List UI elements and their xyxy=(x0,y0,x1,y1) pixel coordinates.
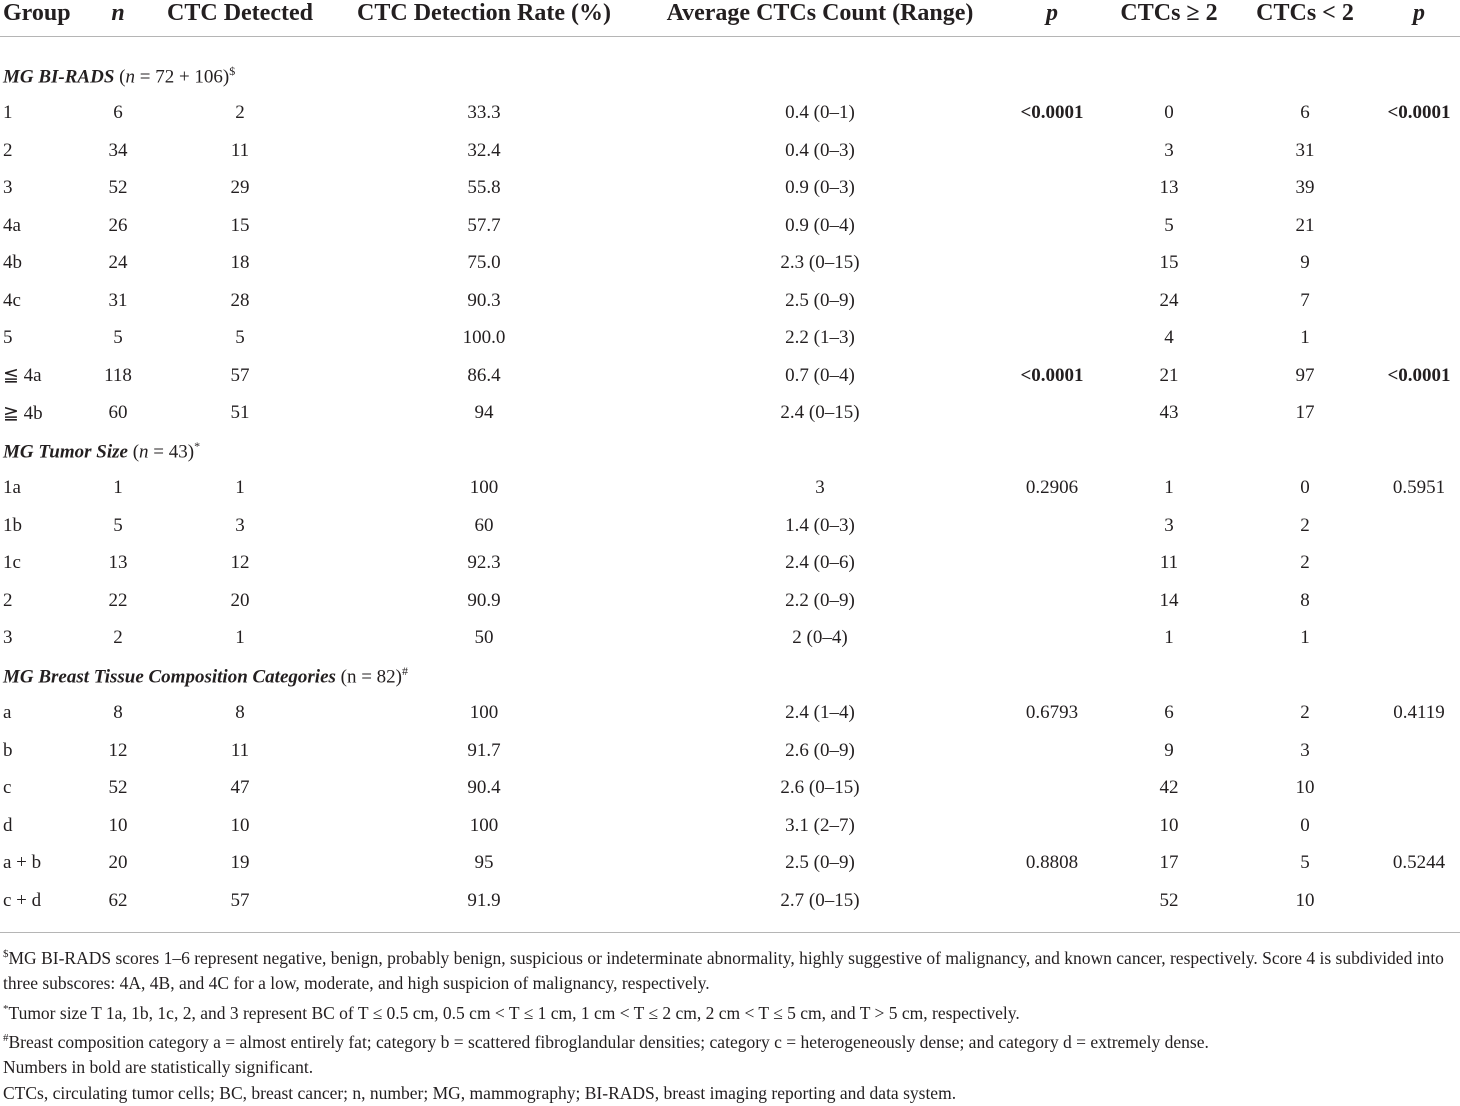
cell-p-value xyxy=(998,507,1106,545)
cell-ctcs-ge-2: 15 xyxy=(1159,252,1179,274)
cell-average-count: 2.5 (0–9) xyxy=(785,289,855,311)
table-row xyxy=(0,732,1460,770)
section-footnote-marker: * xyxy=(194,438,201,453)
cell-ctcs-lt-2: 1 xyxy=(1300,627,1310,649)
cell-detection-rate: 95 xyxy=(474,852,494,874)
cell-p-value xyxy=(998,620,1106,658)
cell-group: c + d xyxy=(3,889,42,911)
cell-p-value: <0.0001 xyxy=(1020,102,1084,124)
table-row xyxy=(0,395,1460,433)
cell-detection-rate: 75.0 xyxy=(467,252,501,274)
section-n-prefix: ( xyxy=(114,65,126,87)
cell-average-count: 2.4 (1–4) xyxy=(785,702,855,724)
cell-group: a xyxy=(3,702,12,724)
cell-ctcs-ge-2: 0 xyxy=(1164,102,1174,124)
header-p-value-2: p xyxy=(1378,0,1460,37)
cell-p-value-2 xyxy=(1378,245,1460,283)
table-row xyxy=(0,545,1460,583)
table-row xyxy=(0,95,1460,133)
table-bottom-rule xyxy=(0,932,1460,933)
cell-ctc-detected: 20 xyxy=(230,589,250,611)
cell-n: 13 xyxy=(108,552,128,574)
cell-group: ≧ 4b xyxy=(3,402,43,424)
cell-ctcs-ge-2: 17 xyxy=(1159,852,1179,874)
cell-group: 1b xyxy=(3,514,22,536)
cell-p-value xyxy=(998,320,1106,358)
cell-ctcs-lt-2: 9 xyxy=(1300,252,1310,274)
section-n-value: n = 82) xyxy=(346,665,403,687)
cell-n: 118 xyxy=(104,364,132,386)
cell-average-count: 0.7 (0–4) xyxy=(785,364,855,386)
cell-ctcs-lt-2: 6 xyxy=(1300,102,1310,124)
cell-p-value: 0.2906 xyxy=(1025,477,1079,499)
cell-ctcs-ge-2: 13 xyxy=(1159,177,1179,199)
cell-p-value xyxy=(998,732,1106,770)
cell-p-value-2 xyxy=(1378,132,1460,170)
cell-ctcs-lt-2: 21 xyxy=(1295,214,1315,236)
cell-p-value xyxy=(998,170,1106,208)
cell-average-count: 2.6 (0–9) xyxy=(785,739,855,761)
cell-ctcs-ge-2: 10 xyxy=(1159,814,1179,836)
cell-ctc-detected: 11 xyxy=(230,139,250,161)
cell-average-count: 3 xyxy=(815,477,825,499)
cell-ctcs-lt-2: 17 xyxy=(1295,402,1315,424)
cell-p-value-2 xyxy=(1378,807,1460,845)
cell-ctcs-ge-2: 6 xyxy=(1164,702,1174,724)
section-header-row xyxy=(0,57,1460,95)
cell-ctc-detected: 51 xyxy=(230,402,250,424)
section-n-prefix: ( xyxy=(127,440,140,462)
table-row xyxy=(0,620,1460,658)
cell-ctc-detected: 11 xyxy=(230,739,250,761)
section-header-row xyxy=(0,432,1460,470)
table-row xyxy=(0,470,1460,508)
section-title xyxy=(0,657,1460,695)
cell-ctc-detected: 47 xyxy=(230,777,250,799)
cell-n: 31 xyxy=(108,289,128,311)
cell-n: 20 xyxy=(108,852,128,874)
cell-group: ≦ 4a xyxy=(3,365,42,387)
cell-ctcs-ge-2: 24 xyxy=(1159,289,1179,311)
cell-average-count: 2 (0–4) xyxy=(792,627,848,649)
cell-ctc-detected: 8 xyxy=(235,702,245,724)
cell-n: 60 xyxy=(108,402,128,424)
table-row xyxy=(0,582,1460,620)
cell-average-count: 2.6 (0–15) xyxy=(780,777,860,799)
cell-ctcs-ge-2: 9 xyxy=(1164,739,1174,761)
cell-p-value xyxy=(998,282,1106,320)
cell-p-value-2: 0.5951 xyxy=(1392,477,1446,499)
cell-group: a + b xyxy=(3,852,42,874)
cell-detection-rate: 55.8 xyxy=(467,177,501,199)
cell-p-value xyxy=(998,395,1106,433)
table-row xyxy=(0,845,1460,883)
cell-detection-rate: 86.4 xyxy=(467,364,501,386)
cell-n: 52 xyxy=(108,777,128,799)
cell-group: 1c xyxy=(3,552,21,574)
table-row xyxy=(0,245,1460,283)
cell-average-count: 0.9 (0–4) xyxy=(785,214,855,236)
footnote-abbreviations: CTCs, circulating tumor cells; BC, breast cancer; n, number; MG, mammography; BI-RADS, breast imaging reporting and data system. xyxy=(3,1082,957,1103)
table-row xyxy=(0,695,1460,733)
cell-n: 62 xyxy=(108,889,128,911)
cell-ctcs-lt-2: 97 xyxy=(1295,364,1315,386)
cell-n: 8 xyxy=(113,702,123,724)
header-p-value: p xyxy=(998,0,1106,37)
cell-detection-rate: 100.0 xyxy=(462,327,506,349)
table-row xyxy=(0,882,1460,920)
cell-group: 4a xyxy=(3,214,21,236)
footnote-birads: $MG BI-RADS scores 1–6 represent negative, benign, probably benign, suspicious or indeterminate abnormality, highly suggestive of malignancy, and known cancer, respectively. Score 4 is subdivided into three subscores: 4A, 4B, and 4C for a low, moderate, and high suspicion of malignancy, respectively. xyxy=(3,947,1444,994)
cell-p-value-2 xyxy=(1378,770,1460,808)
cell-n: 6 xyxy=(113,102,123,124)
cell-p-value xyxy=(998,807,1106,845)
cell-n: 26 xyxy=(108,214,128,236)
cell-n: 12 xyxy=(108,739,128,761)
section-n-symbol: n xyxy=(139,440,149,462)
header-detection-rate: CTC Detection Rate (%) xyxy=(326,0,642,37)
cell-n: 24 xyxy=(108,252,128,274)
header-ctc-detected: CTC Detected xyxy=(154,0,326,37)
cell-ctcs-lt-2: 5 xyxy=(1300,852,1310,874)
cell-average-count: 1.4 (0–3) xyxy=(785,514,855,536)
table-row xyxy=(0,282,1460,320)
cell-ctc-detected: 5 xyxy=(235,327,245,349)
cell-ctc-detected: 1 xyxy=(235,477,245,499)
cell-average-count: 0.4 (0–1) xyxy=(785,102,855,124)
cell-p-value-2: <0.0001 xyxy=(1387,102,1451,124)
cell-detection-rate: 91.7 xyxy=(467,739,501,761)
cell-ctc-detected: 15 xyxy=(230,214,250,236)
cell-ctcs-ge-2: 5 xyxy=(1164,214,1174,236)
cell-ctc-detected: 57 xyxy=(230,889,250,911)
cell-ctcs-ge-2: 4 xyxy=(1164,327,1174,349)
cell-n: 52 xyxy=(108,177,128,199)
cell-p-value-2 xyxy=(1378,207,1460,245)
footnote-composition: #Breast composition category a = almost entirely fat; category b = scattered fibroglandular densities; category c = heterogeneously dense; and category d = extremely dense. xyxy=(3,1031,1209,1052)
cell-ctc-detected: 57 xyxy=(230,364,250,386)
cell-detection-rate: 32.4 xyxy=(467,139,501,161)
cell-ctcs-ge-2: 42 xyxy=(1159,777,1179,799)
cell-average-count: 2.7 (0–15) xyxy=(780,889,860,911)
cell-n: 22 xyxy=(108,589,128,611)
cell-detection-rate: 90.4 xyxy=(467,777,501,799)
cell-ctcs-lt-2: 1 xyxy=(1300,327,1310,349)
cell-n: 5 xyxy=(113,514,123,536)
section-n-prefix: ( xyxy=(335,665,347,687)
cell-average-count: 2.4 (0–15) xyxy=(780,402,860,424)
cell-ctcs-ge-2: 3 xyxy=(1164,514,1174,536)
cell-p-value xyxy=(998,882,1106,920)
cell-ctcs-lt-2: 0 xyxy=(1300,814,1310,836)
section-footnote-marker: # xyxy=(402,663,409,678)
footnote-tumor-size: *Tumor size T 1a, 1b, 1c, 2, and 3 represent BC of T ≤ 0.5 cm, 0.5 cm < T ≤ 1 cm, 1 cm < T ≤ 2 cm, 2 cm < T ≤ 5 cm, and T > 5 cm, respectively. xyxy=(3,1002,1020,1023)
table-row xyxy=(0,207,1460,245)
cell-p-value xyxy=(998,132,1106,170)
cell-p-value-2: 0.5244 xyxy=(1392,852,1446,874)
section-title xyxy=(0,57,1460,95)
table-header xyxy=(0,0,1460,37)
cell-n: 10 xyxy=(108,814,128,836)
cell-ctcs-ge-2: 3 xyxy=(1164,139,1174,161)
cell-p-value-2 xyxy=(1378,395,1460,433)
cell-group: 3 xyxy=(3,177,13,199)
cell-detection-rate: 90.9 xyxy=(467,589,501,611)
cell-ctcs-lt-2: 8 xyxy=(1300,589,1310,611)
cell-detection-rate: 91.9 xyxy=(467,889,501,911)
section-title-text: MG Tumor Size xyxy=(3,440,128,462)
cell-average-count: 0.4 (0–3) xyxy=(785,139,855,161)
cell-group: 4b xyxy=(3,252,22,274)
section-n-value: = 43) xyxy=(148,440,195,462)
cell-detection-rate: 57.7 xyxy=(467,214,501,236)
cell-p-value: <0.0001 xyxy=(1020,364,1084,386)
cell-p-value-2 xyxy=(1378,282,1460,320)
cell-p-value-2 xyxy=(1378,507,1460,545)
cell-ctc-detected: 2 xyxy=(235,102,245,124)
cell-ctcs-lt-2: 2 xyxy=(1300,552,1310,574)
table-row xyxy=(0,770,1460,808)
table-row xyxy=(0,132,1460,170)
cell-average-count: 2.3 (0–15) xyxy=(780,252,860,274)
table-row xyxy=(0,507,1460,545)
cell-p-value xyxy=(998,582,1106,620)
cell-p-value xyxy=(998,545,1106,583)
cell-average-count: 2.5 (0–9) xyxy=(785,852,855,874)
cell-detection-rate: 50 xyxy=(474,627,494,649)
cell-group: 1a xyxy=(3,477,21,499)
cell-n: 5 xyxy=(113,327,123,349)
cell-p-value-2: 0.4119 xyxy=(1393,702,1445,724)
section-footnote-marker: $ xyxy=(229,63,236,78)
cell-ctcs-lt-2: 0 xyxy=(1300,477,1310,499)
cell-ctcs-lt-2: 31 xyxy=(1295,139,1315,161)
section-n-value: = 72 + 106) xyxy=(134,65,230,87)
cell-ctcs-ge-2: 11 xyxy=(1159,552,1179,574)
cell-n: 1 xyxy=(113,477,123,499)
table-row xyxy=(0,170,1460,208)
cell-p-value-2: <0.0001 xyxy=(1387,364,1451,386)
cell-group: 4c xyxy=(3,289,21,311)
cell-ctcs-lt-2: 39 xyxy=(1295,177,1315,199)
header-n: n xyxy=(82,0,154,37)
cell-p-value-2 xyxy=(1378,882,1460,920)
cell-detection-rate: 90.3 xyxy=(467,289,501,311)
cell-n: 2 xyxy=(113,627,123,649)
table-row xyxy=(0,807,1460,845)
cell-ctc-detected: 1 xyxy=(235,627,245,649)
cell-group: c xyxy=(3,777,12,799)
cell-ctcs-ge-2: 43 xyxy=(1159,402,1179,424)
cell-p-value-2 xyxy=(1378,320,1460,358)
section-title-text: MG BI-RADS xyxy=(3,65,115,87)
cell-group: 2 xyxy=(3,139,13,161)
cell-ctc-detected: 10 xyxy=(230,814,250,836)
cell-p-value xyxy=(998,245,1106,283)
cell-p-value xyxy=(998,770,1106,808)
cell-ctcs-lt-2: 10 xyxy=(1295,777,1315,799)
header-ctcs-lt-2: CTCs < 2 xyxy=(1232,0,1378,37)
cell-p-value-2 xyxy=(1378,620,1460,658)
cell-p-value: 0.6793 xyxy=(1025,702,1079,724)
cell-group: 2 xyxy=(3,589,13,611)
header-average-count: Average CTCs Count (Range) xyxy=(642,0,998,37)
cell-detection-rate: 100 xyxy=(469,702,499,724)
cell-n: 34 xyxy=(108,139,128,161)
table-footnotes xyxy=(3,942,1458,1106)
cell-group: 3 xyxy=(3,627,13,649)
section-n-symbol: n xyxy=(125,65,135,87)
cell-ctc-detected: 28 xyxy=(230,289,250,311)
cell-ctcs-lt-2: 2 xyxy=(1300,514,1310,536)
header-ctcs-ge-2: CTCs ≥ 2 xyxy=(1106,0,1232,37)
cell-p-value: 0.8808 xyxy=(1025,852,1079,874)
cell-group: b xyxy=(3,739,13,761)
section-title-text: MG Breast Tissue Composition Categories xyxy=(3,665,336,687)
header-group: Group xyxy=(0,0,82,37)
cell-ctc-detected: 18 xyxy=(230,252,250,274)
cell-average-count: 2.2 (0–9) xyxy=(785,589,855,611)
cell-p-value-2 xyxy=(1378,732,1460,770)
cell-detection-rate: 92.3 xyxy=(467,552,501,574)
table-row xyxy=(0,357,1460,395)
cell-ctc-detected: 12 xyxy=(230,552,250,574)
table-row xyxy=(0,320,1460,358)
footnote-bold-note: Numbers in bold are statistically significant. xyxy=(3,1057,314,1078)
section-header-row xyxy=(0,657,1460,695)
cell-detection-rate: 100 xyxy=(469,477,499,499)
cell-p-value xyxy=(998,207,1106,245)
cell-p-value-2 xyxy=(1378,582,1460,620)
cell-ctcs-lt-2: 3 xyxy=(1300,739,1310,761)
cell-average-count: 2.2 (1–3) xyxy=(785,327,855,349)
cell-average-count: 0.9 (0–3) xyxy=(785,177,855,199)
cell-detection-rate: 94 xyxy=(474,402,494,424)
cell-ctc-detected: 29 xyxy=(230,177,250,199)
cell-group: 1 xyxy=(3,102,13,124)
table-body xyxy=(0,37,1460,920)
cell-detection-rate: 100 xyxy=(469,814,499,836)
cell-ctcs-ge-2: 1 xyxy=(1164,627,1174,649)
cell-ctcs-ge-2: 52 xyxy=(1159,889,1179,911)
cell-average-count: 3.1 (2–7) xyxy=(785,814,855,836)
cell-ctcs-lt-2: 2 xyxy=(1300,702,1310,724)
cell-group: 5 xyxy=(3,327,13,349)
cell-ctcs-ge-2: 1 xyxy=(1164,477,1174,499)
cell-ctc-detected: 19 xyxy=(230,852,250,874)
cell-p-value-2 xyxy=(1378,170,1460,208)
section-title xyxy=(0,432,1460,470)
cell-group: d xyxy=(3,814,13,836)
cell-ctcs-lt-2: 7 xyxy=(1300,289,1310,311)
cell-average-count: 2.4 (0–6) xyxy=(785,552,855,574)
cell-p-value-2 xyxy=(1378,545,1460,583)
cell-ctcs-ge-2: 21 xyxy=(1159,364,1179,386)
cell-ctcs-ge-2: 14 xyxy=(1159,589,1179,611)
cell-detection-rate: 33.3 xyxy=(467,102,501,124)
cell-ctc-detected: 3 xyxy=(235,514,245,536)
cell-detection-rate: 60 xyxy=(474,514,494,536)
cell-ctcs-lt-2: 10 xyxy=(1295,889,1315,911)
